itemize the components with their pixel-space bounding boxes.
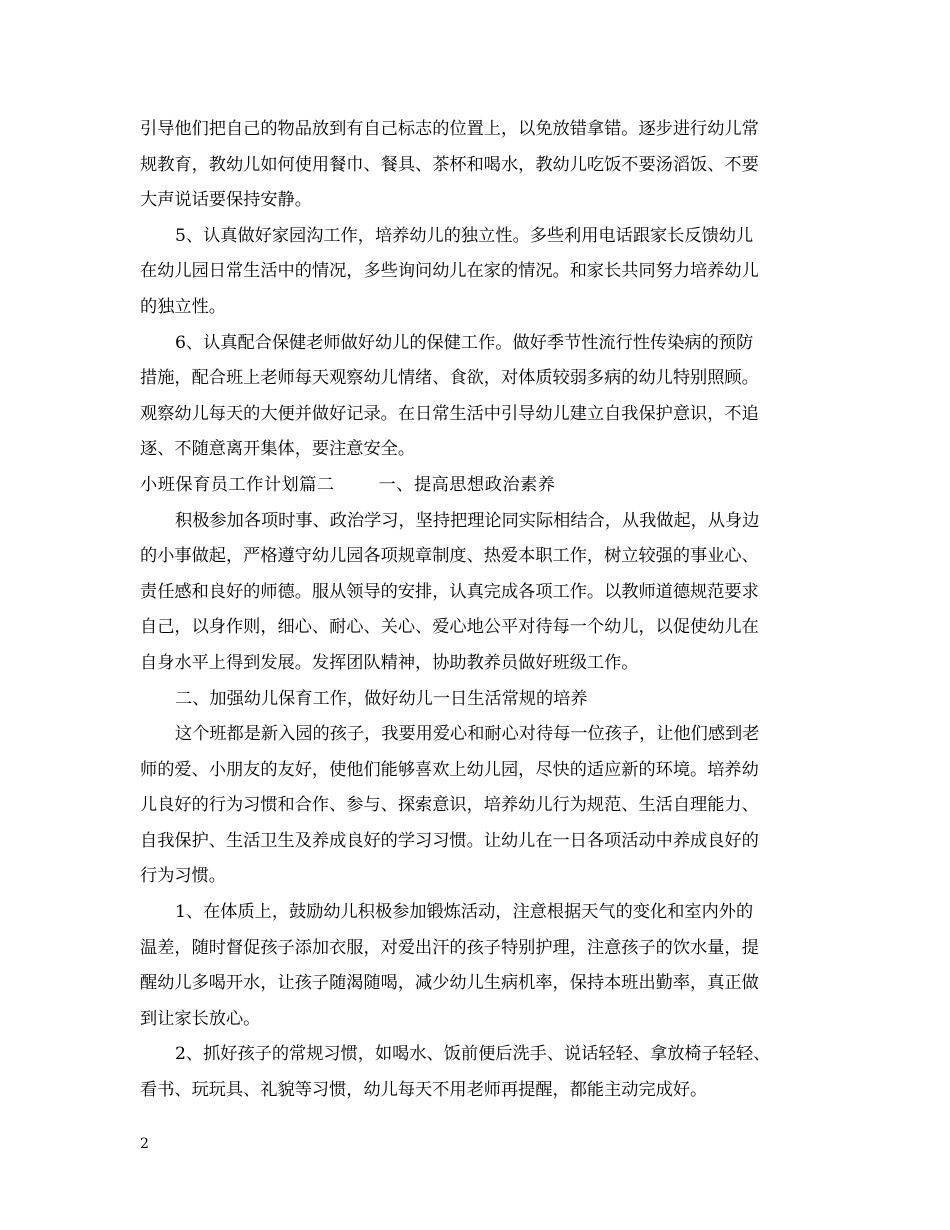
section-heading	[140, 468, 845, 504]
text-line: 自身水平上得到发展。发挥团队精神，协助教养员做好班级工作。	[140, 652, 639, 673]
text-line: 温差，随时督促孩子添加衣服，对爱出汗的孩子特别护理，注意孩子的饮水量，提	[140, 937, 759, 958]
text-line: 的小事做起，严格遵守幼儿园各项规章制度、热爱本职工作，树立较强的事业心、	[140, 546, 759, 567]
text-line: 的独立性。	[140, 296, 226, 317]
text-line: 引导他们把自己的物品放到有自己标志的位置上，以免放错拿错。逐步进行幼儿常	[140, 119, 759, 139]
text-line: 行为习惯。	[140, 866, 226, 887]
text-line: 师的爱、小朋友的友好，使他们能够喜欢上幼儿园，尽快的适应新的环境。培养幼	[140, 759, 759, 780]
document-body	[140, 112, 845, 1109]
text-line: 措施，配合班上老师每天观察幼儿情绪、食欲，对体质较弱多病的幼儿特别照顾。	[140, 368, 759, 389]
text-line: 积极参加各项时事、政治学习，坚持把理论同实际相结合，从我做起，从身边	[175, 510, 760, 531]
text-line: 这个班都是新入园的孩子，我要用爱心和耐心对待每一位孩子，让他们感到老	[175, 724, 760, 745]
text-line: 逐、不随意离开集体，要注意安全。	[140, 439, 416, 460]
text-line: 自我保护、生活卫生及养成良好的学习习惯。让幼儿在一日各项活动中养成良好的	[140, 830, 759, 851]
text-line: 在幼儿园日常生活中的情况，多些询问幼儿在家的情况。和家长共同努力培养幼儿	[140, 261, 759, 282]
text-line: 到让家长放心。	[140, 1008, 261, 1029]
text-line: 观察幼儿每天的大便并做好记录。在日常生活中引导幼儿建立自我保护意识，不追	[140, 403, 759, 424]
page-number: 2	[140, 1136, 149, 1152]
text-line: 儿良好的行为习惯和合作、参与、探索意识，培养幼儿行为规范、生活自理能力、	[140, 795, 759, 816]
text-line: 自己，以身作则，细心、耐心、关心、爱心地公平对待每一个幼儿，以促使幼儿在	[140, 617, 759, 638]
subheading-line: 二、加强幼儿保育工作，做好幼儿一日生活常规的培养	[175, 688, 588, 709]
section-title: 小班保育员工作计划篇二	[140, 474, 335, 495]
text-line: 2、抓好孩子的常规习惯，如喝水、饭前便后洗手、说话轻轻、拿放椅子轻轻、	[175, 1044, 771, 1065]
text-line: 6、认真配合保健老师做好幼儿的保健工作。做好季节性流行性传染病的预防	[175, 332, 754, 353]
text-line: 1、在体质上，鼓励幼儿积极参加锻炼活动，注意根据天气的变化和室内外的	[175, 902, 754, 923]
text-line: 看书、玩玩具、礼貌等习惯，幼儿每天不用老师再提醒，都能主动完成好。	[140, 1080, 708, 1101]
text-line: 醒幼儿多喝开水，让孩子随渴随喝，减少幼儿生病机率，保持本班出勤率，真正做	[140, 973, 759, 994]
text-line: 规教育，教幼儿如何使用餐巾、餐具、茶杯和喝水，教幼儿吃饭不要汤滔饭、不要	[140, 154, 759, 175]
text-line: 5、认真做好家园沟工作，培养幼儿的独立性。多些利用电话跟家长反馈幼儿	[175, 225, 754, 246]
text-line: 责任感和良好的师德。服从领导的安排，认真完成各项工作。以教师道德规范要求	[140, 581, 759, 602]
text-line: 大声说话要保持安静。	[140, 190, 312, 211]
section-subtitle: 一、提高思想政治素养	[378, 474, 556, 495]
